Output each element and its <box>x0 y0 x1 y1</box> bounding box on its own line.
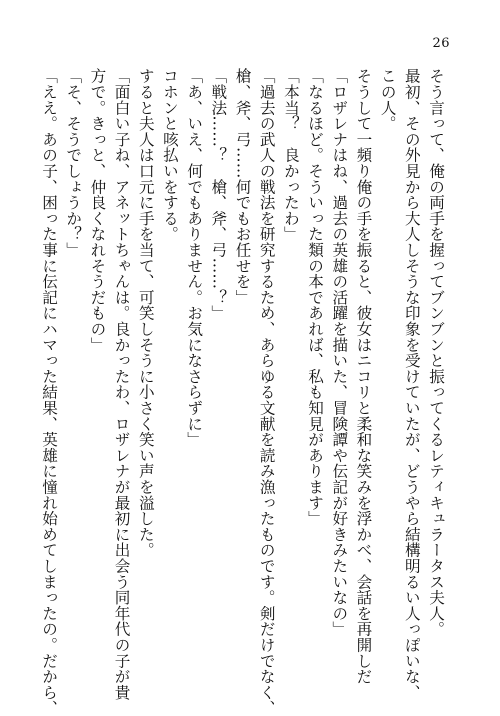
text-column: 「そ、そうでしょうか？」 <box>64 68 83 258</box>
text-column: そうして一頻り俺の手を振ると、彼女はニコリと柔和な笑みを浮かべ、会話を再開しだ <box>354 68 373 685</box>
text-column: 「本当？ 良かったわ」 <box>281 68 300 242</box>
text-column: 槍、斧、弓……何でもお任せを」 <box>233 68 252 305</box>
text-column: 「面白い子ね、アネットちゃんは。良かったわ、ロザレナが最初に出会う同年代の子が貴 <box>112 68 131 700</box>
text-column: コホンと咳払いをする。 <box>160 68 179 242</box>
page-number: 26 <box>432 36 450 51</box>
text-column: すると夫人は口元に手を当て、可笑しそうに小さく笑い声を溢した。 <box>136 68 155 558</box>
text-column: 「ええ。あの子、困った事に伝記にハマった結果、英雄に憧れ始めてしまったの。だから、 <box>40 68 58 716</box>
text-column: 「なるほど。そういった類の本であれば、私も知見があります」 <box>306 68 325 527</box>
text-column: 「戦法……？ 槍、斧、弓……？」 <box>209 68 228 321</box>
text-column: 「あ、いえ、何でもありません。お気になさらずに」 <box>185 68 204 448</box>
vertical-text-body <box>37 68 448 716</box>
text-column: 「ロザレナはね、過去の英雄の活躍を描いた、冒険譚や伝記が好きみたいなの」 <box>330 68 349 637</box>
text-column: 方で。きっと、仲良くなれそうだもの」 <box>88 68 107 353</box>
text-column: この人。 <box>378 68 397 132</box>
text-column: 「過去の武人の戦法を研究するため、あらゆる文献を読み漁ったものです。剣だけでなく、 <box>257 68 276 716</box>
text-column: 最初、その外見から大人しそうな印象を受けていたが、どうやら結構明るい人っぽいな、 <box>402 68 421 700</box>
text-column: そう言って、俺の両手を握ってブンブンと振ってくるレティキュラータス夫人。 <box>427 68 445 637</box>
